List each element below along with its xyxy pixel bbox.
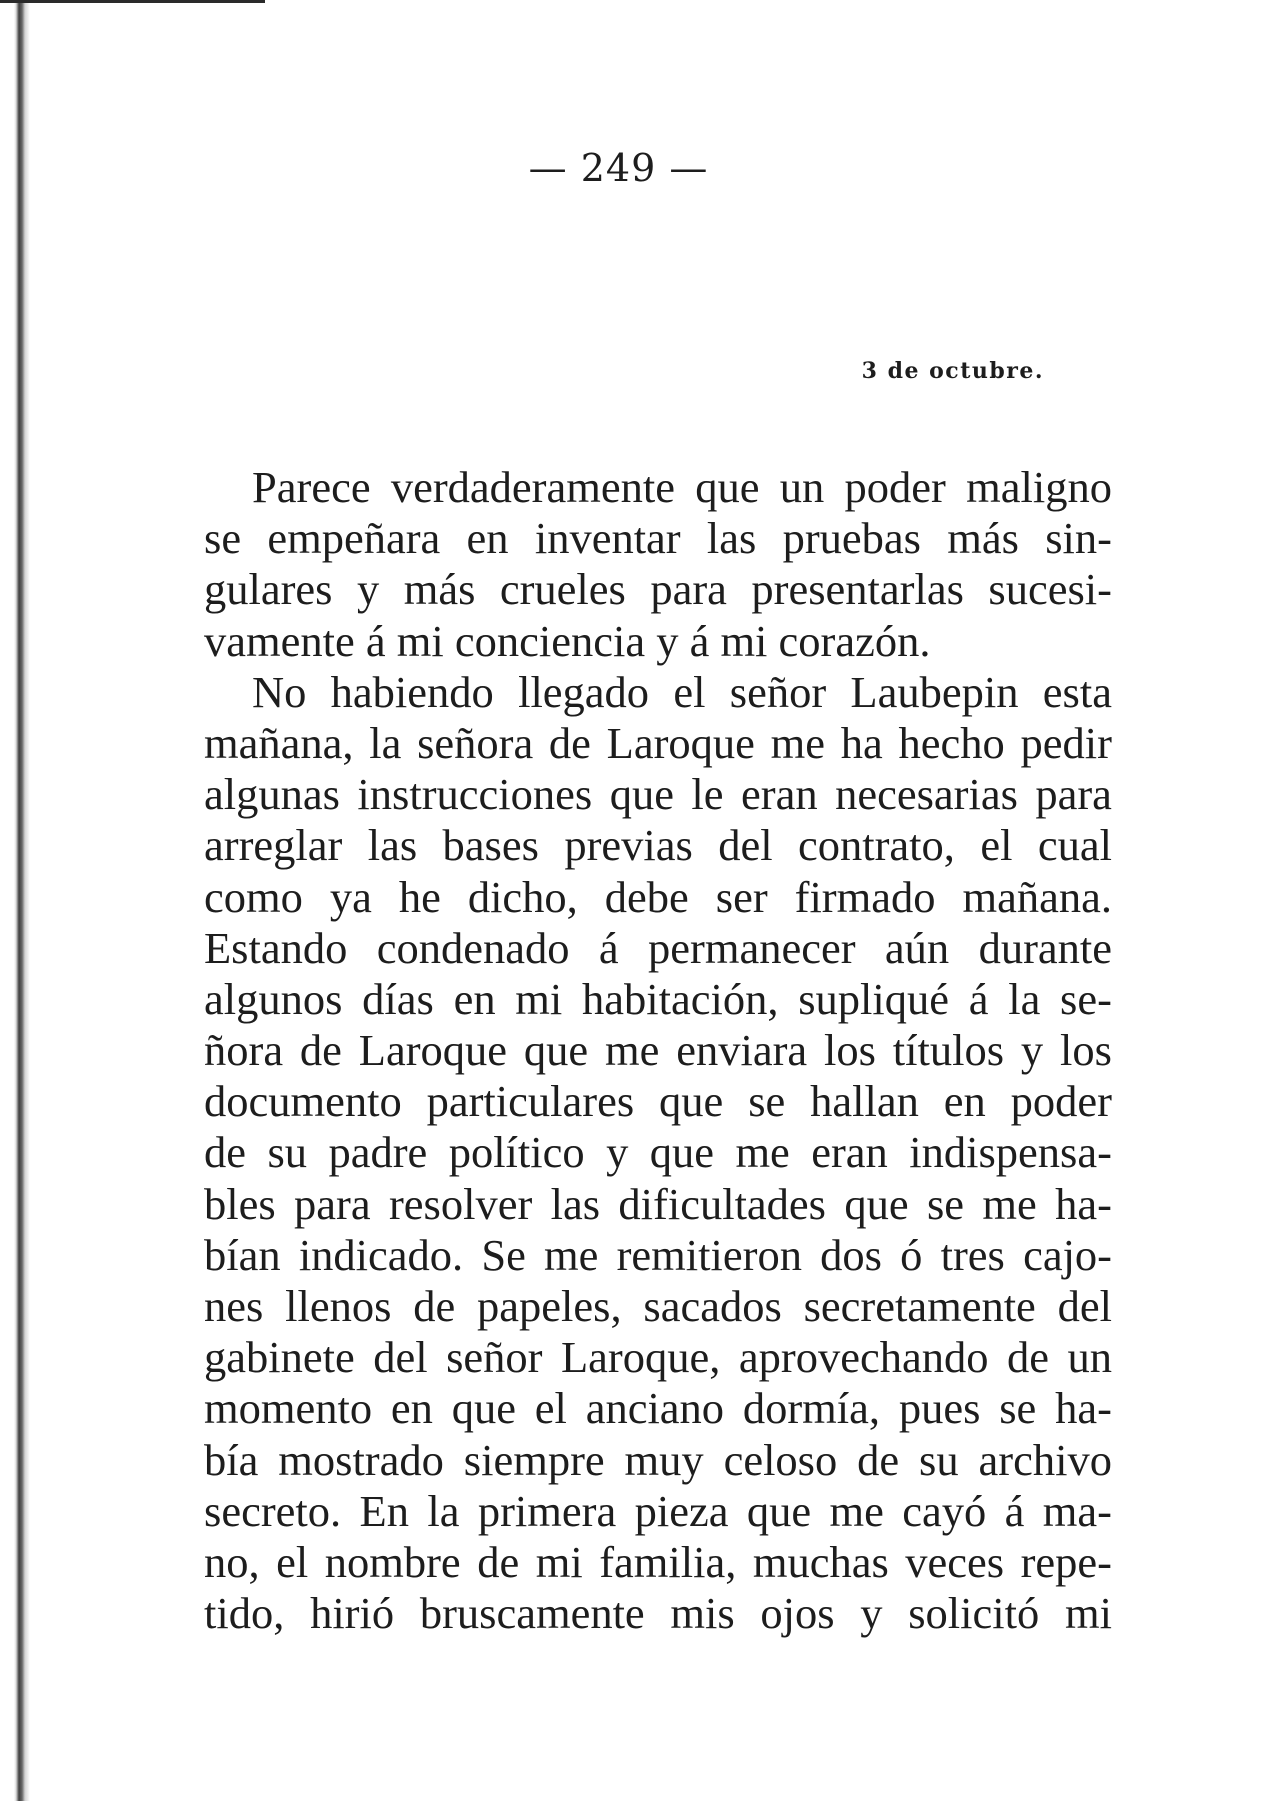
word: instrucciones <box>357 769 593 820</box>
text-line <box>204 1230 1112 1281</box>
word: esta <box>1042 666 1112 717</box>
word: á <box>598 922 619 973</box>
word: su <box>267 1127 308 1178</box>
word: hallan <box>810 1076 919 1127</box>
word: anciano <box>585 1383 725 1434</box>
word: enviara <box>676 1025 808 1076</box>
word: que <box>695 462 760 512</box>
body-text <box>204 462 1112 1639</box>
word: los <box>824 1025 876 1076</box>
word: y <box>356 564 380 615</box>
word: para <box>294 1178 371 1229</box>
word: Laubepin <box>850 666 1019 717</box>
word: firmado <box>794 871 936 922</box>
word: previas <box>564 820 693 871</box>
word: nombre <box>324 1536 461 1587</box>
word: secreto. <box>204 1485 342 1536</box>
text-line <box>204 1537 1112 1588</box>
text-line <box>204 872 1112 923</box>
word: bían <box>204 1229 281 1280</box>
word: las <box>367 820 418 871</box>
word: maligno <box>966 462 1112 512</box>
word: Laroque <box>606 717 755 768</box>
word: sucesi- <box>988 564 1112 615</box>
word: muchas <box>752 1536 889 1587</box>
word: que <box>746 1485 812 1536</box>
word: supliqué <box>798 973 949 1024</box>
word: en <box>943 1076 986 1127</box>
word: sacados <box>643 1281 782 1331</box>
word: su <box>919 1434 959 1485</box>
word: hirió <box>310 1588 395 1639</box>
word: ya <box>329 871 372 922</box>
text-line <box>204 462 1112 513</box>
word: dicho, <box>467 871 578 922</box>
word: gabinete <box>204 1332 355 1383</box>
word: más <box>403 564 476 615</box>
word: que <box>523 1025 589 1076</box>
page-number: — 249 — <box>528 146 709 190</box>
word: que <box>844 1178 909 1229</box>
word: verdaderamente <box>390 462 675 512</box>
word: y <box>860 1588 883 1639</box>
word: algunos <box>204 973 343 1024</box>
word: como <box>204 871 303 922</box>
text-line <box>204 1127 1112 1178</box>
word: aún <box>884 922 950 973</box>
word: bía <box>204 1434 259 1485</box>
word: las <box>706 513 757 564</box>
word: condenado <box>376 922 570 973</box>
text-line <box>204 974 1112 1025</box>
word: presentarlas <box>751 564 964 615</box>
word: ha- <box>1055 1383 1112 1434</box>
word: se <box>999 1383 1037 1434</box>
word: que <box>609 769 674 820</box>
binding-gutter <box>0 0 34 1801</box>
word: familia, <box>599 1536 737 1587</box>
word: pedir <box>1020 717 1112 768</box>
word: me <box>544 1229 599 1280</box>
word: habitación, <box>582 973 779 1024</box>
word: eran <box>741 769 818 820</box>
text-line <box>204 1076 1112 1127</box>
word: mi <box>535 1536 583 1587</box>
word: durante <box>978 922 1112 973</box>
text-line <box>204 923 1112 974</box>
word: bases <box>442 820 539 871</box>
word: mañana, <box>204 717 354 768</box>
word: del <box>373 1332 428 1383</box>
word: y <box>606 1127 629 1178</box>
text-line <box>204 1588 1112 1639</box>
word: En <box>359 1485 409 1536</box>
word: me <box>770 717 826 768</box>
text-line <box>204 718 1112 769</box>
word: días <box>362 973 434 1024</box>
word: pruebas <box>782 513 921 564</box>
word: mi <box>1064 1588 1112 1639</box>
word: necesarias <box>835 769 1018 820</box>
word: contrato, <box>798 820 955 871</box>
word: No <box>252 666 307 717</box>
word: resolver <box>388 1178 533 1229</box>
word: me <box>829 1485 884 1536</box>
word: muy <box>624 1434 704 1485</box>
word: algunas <box>204 769 340 820</box>
word: de <box>1006 1332 1049 1383</box>
word: el <box>276 1536 309 1587</box>
word: dificultades <box>618 1178 827 1229</box>
word: no, <box>204 1536 260 1587</box>
word: del <box>718 820 773 871</box>
word: mis <box>670 1588 735 1639</box>
word: el <box>534 1383 567 1434</box>
word: de <box>548 717 591 768</box>
text-line <box>204 1281 1112 1332</box>
word: un <box>1067 1332 1112 1383</box>
text-line <box>204 513 1112 564</box>
word: momento <box>204 1383 373 1434</box>
word: de <box>413 1281 456 1331</box>
word: de <box>204 1127 247 1178</box>
word: que <box>649 1127 715 1178</box>
word: poder <box>844 462 946 512</box>
word: habiendo <box>330 666 494 717</box>
word: primera <box>477 1485 617 1536</box>
word: se <box>926 1178 965 1229</box>
word: nes <box>204 1281 264 1331</box>
text-line <box>204 820 1112 871</box>
word: de <box>477 1536 520 1587</box>
word: me <box>982 1178 1037 1229</box>
word: cual <box>1037 820 1112 871</box>
word: celoso <box>723 1434 838 1485</box>
word: ha- <box>1055 1178 1112 1229</box>
word: á <box>968 973 989 1024</box>
word: ojos <box>760 1588 835 1639</box>
word: siempre <box>463 1434 605 1485</box>
word: llenos <box>285 1281 392 1331</box>
word: ma- <box>1042 1485 1112 1536</box>
word: un <box>779 462 825 512</box>
word: secretamente <box>803 1281 1036 1331</box>
word: me <box>605 1025 660 1076</box>
word: la <box>427 1485 460 1536</box>
word: las <box>550 1178 601 1229</box>
word: bles <box>204 1178 276 1229</box>
text-line <box>204 564 1112 615</box>
word: remitieron <box>616 1229 802 1280</box>
word: pues <box>898 1383 981 1434</box>
top-edge-rule <box>0 0 265 3</box>
word: Parece <box>252 462 371 512</box>
word: empeñara <box>267 513 441 564</box>
word: ser <box>715 871 768 922</box>
text-line <box>204 769 1112 820</box>
word: de <box>299 1025 342 1076</box>
word: eran <box>811 1127 888 1178</box>
word: dos <box>820 1229 882 1280</box>
word: á <box>1004 1485 1025 1536</box>
word: repe- <box>1020 1536 1112 1587</box>
word: mañana. <box>962 871 1112 922</box>
word: gulares <box>204 564 333 615</box>
word: el <box>980 820 1013 871</box>
entry-date: 3 de octubre. <box>861 358 1044 384</box>
word: bruscamente <box>419 1588 645 1639</box>
text-line: vamente á mi conciencia y á mi corazón. <box>204 615 931 666</box>
word: señor <box>729 666 827 717</box>
word: se- <box>1060 973 1112 1024</box>
text-line <box>204 1486 1112 1537</box>
word: los <box>1060 1025 1112 1076</box>
word: cayó <box>902 1485 987 1536</box>
word: Laroque, <box>561 1332 721 1383</box>
word: tres <box>940 1229 1005 1280</box>
word: la <box>369 717 402 768</box>
word: ha <box>840 717 883 768</box>
word: pieza <box>634 1485 729 1536</box>
text-line <box>204 1383 1112 1434</box>
word: mostrado <box>278 1434 444 1485</box>
text-line <box>204 667 1112 718</box>
word: Laroque <box>358 1025 508 1076</box>
word: padre <box>328 1127 428 1178</box>
word: he <box>398 871 441 922</box>
word: debe <box>604 871 689 922</box>
word: arreglar <box>204 820 343 871</box>
text-line <box>204 1025 1112 1076</box>
word: inventar <box>534 513 681 564</box>
word: solicitó <box>908 1588 1040 1639</box>
word: del <box>1057 1281 1112 1331</box>
word: indispensa- <box>909 1127 1112 1178</box>
word: en <box>466 513 509 564</box>
text-line <box>204 1332 1112 1383</box>
word: señora <box>417 717 534 768</box>
word: tido, <box>204 1588 285 1639</box>
word: archivo <box>978 1434 1112 1485</box>
word: más <box>947 513 1019 564</box>
word: la <box>1008 973 1041 1024</box>
word: para <box>1035 769 1112 820</box>
word: señor <box>446 1332 543 1383</box>
word: se <box>204 513 242 564</box>
word: permanecer <box>648 922 856 973</box>
word: títulos <box>892 1025 1005 1076</box>
word: que <box>451 1383 516 1434</box>
word: de <box>857 1434 900 1485</box>
word: indicado. <box>298 1229 464 1280</box>
word: político <box>448 1127 585 1178</box>
word: el <box>673 666 706 717</box>
word: crueles <box>499 564 626 615</box>
word: papeles, <box>477 1281 622 1331</box>
word: Se <box>481 1229 526 1280</box>
word: poder <box>1010 1076 1112 1127</box>
word: le <box>691 769 724 820</box>
word: ñora <box>204 1025 284 1076</box>
word: se <box>748 1076 786 1127</box>
word: en <box>390 1383 433 1434</box>
word: y <box>1020 1025 1044 1076</box>
word: Estando <box>204 922 348 973</box>
word: me <box>735 1127 790 1178</box>
text-line <box>204 1179 1112 1230</box>
word: en <box>453 973 496 1024</box>
word: dormía, <box>742 1383 881 1434</box>
word: cajo- <box>1023 1229 1112 1280</box>
word: para <box>650 564 727 615</box>
word: llegado <box>518 666 650 717</box>
text-line <box>204 1435 1112 1486</box>
word: sin- <box>1045 513 1112 564</box>
word: ó <box>900 1229 923 1280</box>
word: aprovechando <box>738 1332 989 1383</box>
word: documento <box>204 1076 402 1127</box>
word: mi <box>515 973 563 1024</box>
word: veces <box>905 1536 1005 1587</box>
word: particulares <box>426 1076 635 1127</box>
word: que <box>659 1076 724 1127</box>
word: hecho <box>898 717 1005 768</box>
